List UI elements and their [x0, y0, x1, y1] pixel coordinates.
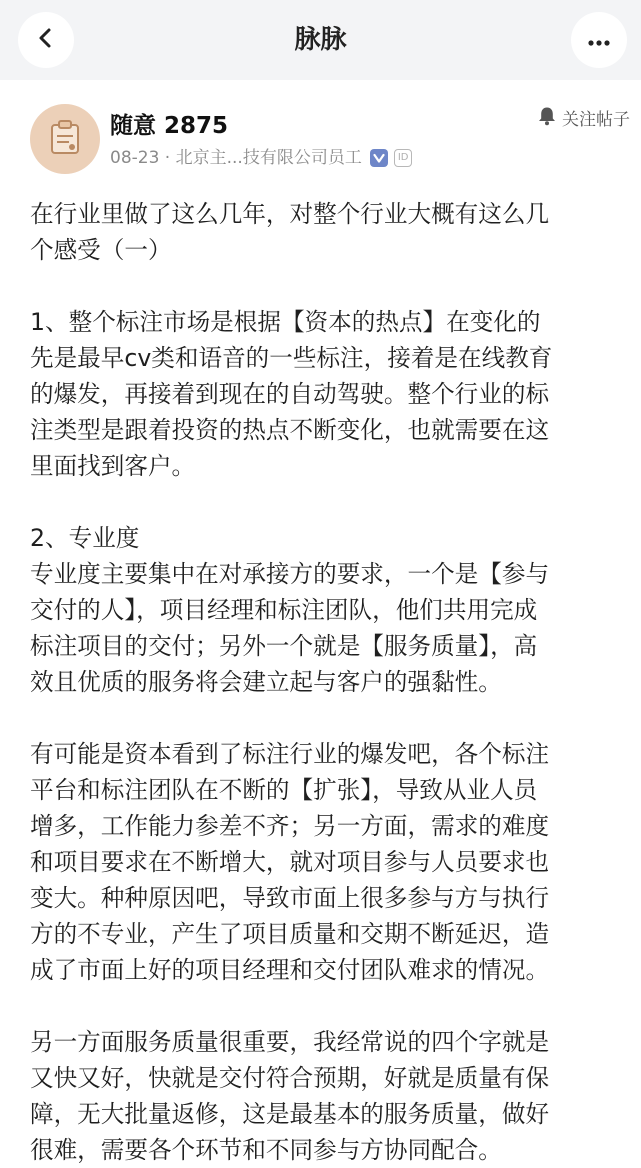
- page-title: 脉脉: [294, 25, 347, 55]
- more-button[interactable]: [571, 12, 627, 68]
- author-name[interactable]: 随意 2875: [110, 113, 229, 139]
- post-body: [30, 196, 620, 1168]
- post-paragraph: 另一方面服务质量很重要，我经常说的四个字就是 又快又好，快就是交付符合预期，好就是质量有保 障，无大批量返修，这是最基本的服务质量，做好 很难，需要各个环节和不同参与方协同配合。: [30, 1028, 550, 1164]
- avatar-illustration-icon: [42, 116, 88, 162]
- top-navigation-bar: [0, 0, 641, 80]
- bell-icon: [538, 106, 562, 133]
- avatar[interactable]: [30, 104, 100, 174]
- post-paragraph: 在行业里做了这么几年，对整个行业大概有这么几 个感受（一）: [30, 200, 550, 264]
- author-meta: [110, 146, 412, 170]
- author-meta-text: 08-23 · 北京主...技有限公司员工: [110, 148, 362, 168]
- post-paragraph: 1、整个标注市场是根据【资本的热点】在变化的 先是最早cv类和语音的一些标注，接着是在线教育 的爆发，再接着到现在的自动驾驶。整个行业的标 注类型是跟着投资的热点不断变化，也就需要在这 里面找到客户。: [30, 308, 553, 480]
- more-horizontal-icon: [588, 31, 610, 50]
- author-row: [30, 104, 630, 176]
- post-paragraph: 有可能是资本看到了标注行业的爆发吧，各个标注 平台和标注团队在不断的【扩张】，导致从业人员 增多，工作能力参差不齐；另一方面，需求的难度 和项目要求在不断增大，就对项目参与人员要求也 变大。种种原因吧，导致市面上很多参与方与执行 方的不专业，产生了项目质量和交期不断延迟，造 成了市面上好的项目经理和交付团队难求的情况。: [30, 740, 550, 984]
- post-paragraph: 2、专业度 专业度主要集中在对承接方的要求，一个是【参与 交付的人】，项目经理和标注团队，他们共用完成 标注项目的交付；另外一个就是【服务质量】，高 效且优质的服务将会建立起与客户的强黏性。: [30, 524, 550, 696]
- follow-post-label: 关注帖子: [562, 109, 630, 130]
- id-badge: ID: [394, 149, 413, 167]
- verified-badge-icon: [370, 149, 388, 167]
- follow-post-button[interactable]: [538, 106, 630, 133]
